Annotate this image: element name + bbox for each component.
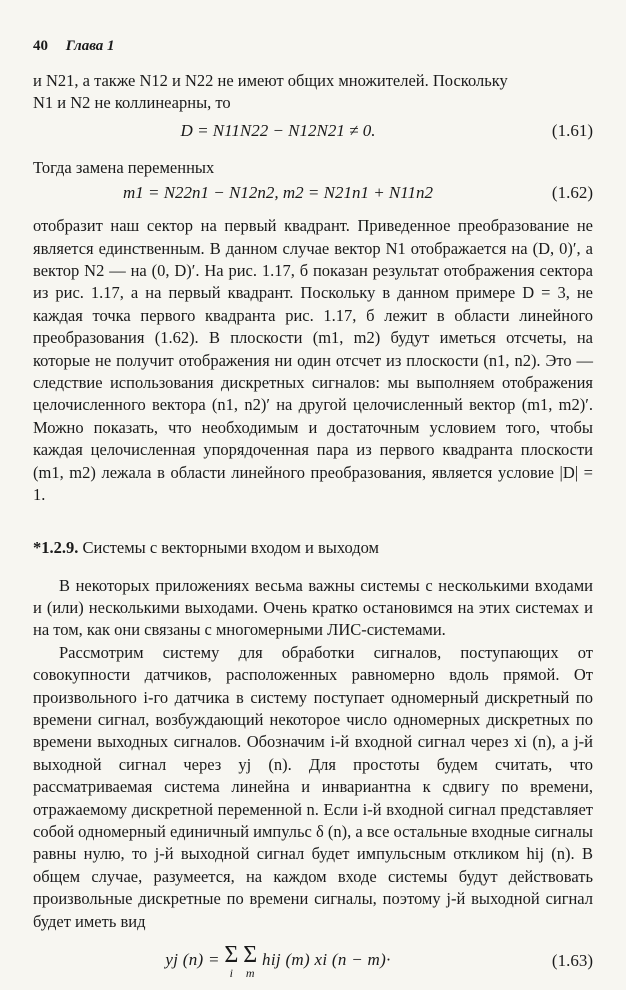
paragraph-2: Тогда замена переменных bbox=[33, 157, 215, 177]
body-text bbox=[33, 70, 593, 979]
equation-1-63-number: (1.63) bbox=[551, 951, 593, 970]
equation-1-62 bbox=[33, 181, 593, 205]
paragraph-1-line-2: N1 и N2 не коллинеарны, то bbox=[33, 93, 231, 113]
sum-symbol-i: Σ bbox=[224, 942, 239, 968]
paragraph-4: В некоторых приложениях весьма важны системы с несколькими входами и (или) несколькими выходами. Очень кратко остановимся на этих системах и на том, как они связаны с многомерными ЛИС-системами. bbox=[33, 575, 593, 640]
section-title: Системы с векторными входом и выходом bbox=[82, 537, 380, 557]
equation-1-63 bbox=[33, 943, 593, 979]
sum-over-i bbox=[224, 943, 238, 979]
equation-1-63-lhs: yj (n) = bbox=[165, 949, 225, 969]
paragraph-1-line-1: и N21, а также N12 и N22 не имеют общих множителей. Поскольку bbox=[33, 71, 508, 90]
section-number: *1.2.9. bbox=[33, 537, 79, 557]
sum-index-m: m bbox=[245, 966, 255, 980]
equation-1-61 bbox=[33, 119, 593, 143]
equation-1-61-expression: D = N11N22 − N12N21 ≠ 0. bbox=[180, 120, 376, 140]
equation-1-62-number: (1.62) bbox=[551, 183, 593, 203]
sum-over-m bbox=[243, 943, 257, 979]
equation-1-63-expression bbox=[33, 943, 523, 979]
sum-symbol-m: Σ bbox=[243, 942, 258, 968]
chapter-title: Глава 1 bbox=[65, 38, 115, 54]
equation-1-61-number: (1.61) bbox=[551, 120, 593, 140]
equation-1-63-rhs: hij (m) xi (n − m)· bbox=[262, 949, 391, 969]
equation-1-62-expression: m1 = N22n1 − N12n2, m2 = N21n1 + N11n2 bbox=[122, 183, 434, 203]
paragraph-5: Рассмотрим систему для обработки сигналов, поступающих от совокупности датчиков, расположенных равномерно вдоль прямой. От произвольного i-го датчика в систему поступает одномерный дискретный по времени сигнал, возбуждающий некоторое число одномерных дискретных по времени выходных сигналов. Обозначим i-й входной сигнал через xi (n), а j-й выходной сигнал через yj (n). Для простоты будем считать, что рассматриваемая система линейна и инвариантна к сдвигу по времени, отражаемому дискретной переменной n. Если i-й входной сигнал представляет собой одномерный единичный импульс δ (n), а все остальные входные сигналы равны нулю, то j-й выходной сигнал будет импульсным откликом hij (n). В общем случае, разумеется, на каждом входе системы будут действовать произвольные дискретные по времени сигналы, поэтому j-й выходной сигнал будет иметь вид bbox=[33, 642, 593, 931]
sum-index-i: i bbox=[229, 966, 234, 980]
paragraph-3: отобразит наш сектор на первый квадрант. Приведенное преобразование не является единственным. В данном случае вектор N1 отображается на (D, 0)′, а вектор N2 — на (0, D)′. На рис. 1.17, б показан результат отображения сектора из рис. 1.17, а на первый квадрант. Поскольку в данном примере D = 3, не каждая точка первого квадранта рис. 1.17, б лежит в области линейного преобразования (1.62). В плоскости (m1, m2) будут иметься отсчеты, на которые не получит отображения ни один отсчет из плоскости (n1, n2). Это — следствие использования дискретных сигналов: мы выполняем отображения целочисленного вектора (n1, n2)′ на другой целочисленный вектор (m1, m2)′. Можно показать, что необходимым и достаточным условием того, чтобы каждая целочисленная упорядоченная пара из первого квадранта плоскости (m1, m2) лежала в области линейного преобразования, является условие |D| = 1. bbox=[33, 216, 593, 505]
section-heading bbox=[33, 537, 593, 559]
page-number: 40 bbox=[33, 38, 48, 54]
running-head bbox=[33, 38, 115, 55]
